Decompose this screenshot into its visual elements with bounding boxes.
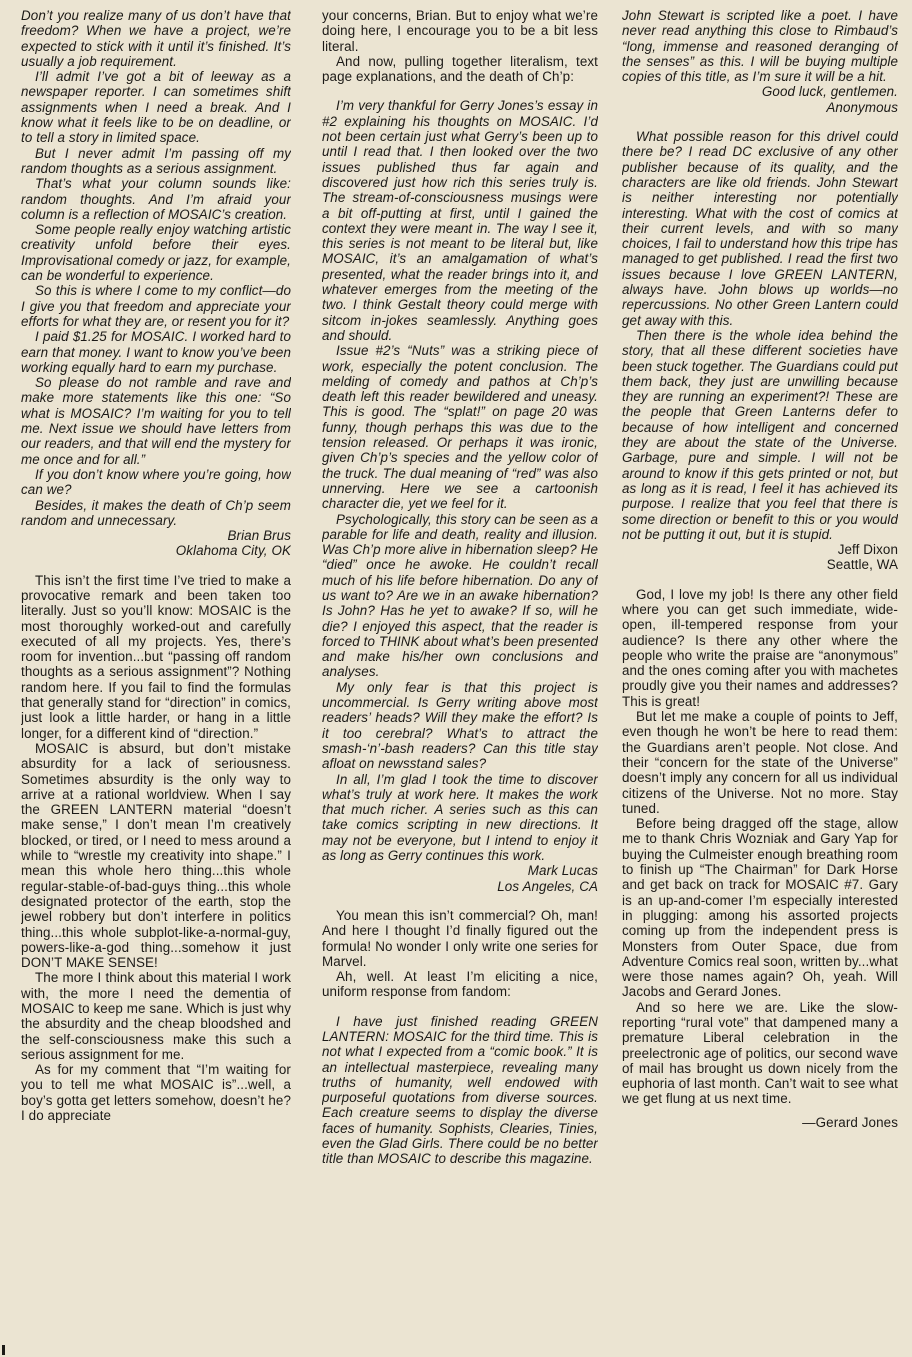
letter-paragraph: Then there is the whole idea behind the story, that all these different societies have been stuck together. The Guardians could put them back, they just are unwilling because they are running an experiment?! These are the people that Green Lanterns defer to because of how intelligent and concerned they are about the state of the Universe. Garbage, pure and simple. I will not be around to know if this gets printed or not, but as long as it is read, I feel it has achieved its purpose. I realize that you feel that there is some direction or benefit to this or you would not be putting it out, but it is stupid. (622, 327, 898, 542)
signature-name: Anonymous (826, 99, 898, 115)
column-middle (322, 8, 598, 1167)
letter-paragraph: So this is where I come to my conflict—do I give you that freedom and appreciate your efforts for what they are, or resent you for it? (21, 283, 291, 329)
reply-paragraph: This isn’t the first time I’ve tried to make a provocative remark and been taken too literally. Just so you’ll know: MOSAIC is the most thoroughly worked-out and carefully executed of all my projects. Yes, there’s room for invention...but “passing off random thoughts as a serious assignment”? Nothing random here. If you fail to find the formulas that generally stand for “direction” in comics, just look a little harder, or hang in a little longer, for a different kind of “direction.” (21, 572, 291, 741)
spacer (622, 115, 898, 129)
spacer (21, 559, 291, 573)
letter-paragraph: In all, I’m glad I took the time to discover what’s truly at work here. It makes the work that much richer. A series such as this can take comics scripting in new directions. It may not be everyone, but I intend to enjoy it as long as Gerry continues this work. (322, 771, 598, 864)
signature-place: Seattle, WA (826, 557, 898, 573)
letter-paragraph: Psychologically, this story can be seen as a parable for life and death, reality and illusion. Was Ch’p more alive in hibernation sleep? He “died” once he awoke. He couldn’t recall much of his life before hibernation. Do any of us want to? Are we in an awake hibernation? Is John? Has he yet to awake? If so, will he die? I enjoyed this aspect, that the reader is forced to THINK about what’s been presented and make his/her own conclusions and analyses. (322, 511, 598, 680)
reply-paragraph: And so here we are. Like the slow-reporting “rural vote” that dampened many a premature Liberal celebration in the preelectronic age of politics, our second wave of mail has brought us down nicely from the euphoria of last month. Can’t wait to see what we get flung at us next time. (622, 999, 898, 1107)
signature-name: Brian Brus (227, 528, 291, 544)
spacer (322, 894, 598, 908)
letter-paragraph: But I never admit I’m passing off my random thoughts as a serious assignment. (21, 145, 291, 176)
reply-paragraph: The more I think about this material I work with, the more I need the dementia of MOSAIC to keep me sane. Which is just why the absurdity and the cheap bloodshed and the self-consciousness make this such a serious assignment for me. (21, 970, 291, 1062)
reply-paragraph: your concerns, Brian. But to enjoy what we’re doing here, I encourage you to be a bit less literal. (322, 8, 598, 54)
column-left (21, 8, 291, 1123)
spacer (622, 573, 898, 587)
editor-signature: —Gerard Jones (802, 1114, 898, 1130)
editor-reply-2 (322, 908, 598, 1000)
signature-place: Oklahoma City, OK (175, 543, 291, 559)
letter-paragraph: That’s what your column sounds like: random thoughts. And I’m afraid your column is a reflection of MOSAIC’s creation. (21, 176, 291, 222)
editor-reply-3 (622, 587, 898, 1107)
print-mark (2, 1345, 5, 1355)
letter-paragraph: What possible reason for this drivel could there be? I read DC exclusive of any other publisher because of its quality, and the characters are like old friends. John Stewart is neither interesting nor potentially interesting. What with the cost of comics at their current levels, and with so many choices, I fail to understand how this tripe has managed to get published. I read the first two issues because I love GREEN LANTERN, always have. John blows up worlds—no repercussions. No other Green Lantern could get away with this. (622, 129, 898, 328)
signature-name: Mark Lucas (527, 863, 598, 879)
letter-paragraph: So please do not ramble and rave and make more statements like this one: “So what is MOSAIC? I’m waiting for you to tell me. Next issue we should have letters from our readers, and that will end the mystery for me once and for all.” (21, 375, 291, 467)
signature-place: Los Angeles, CA (497, 878, 598, 894)
letter-paragraph: Issue #2’s “Nuts” was a striking piece of work, especially the potent conclusion. The melding of comedy and pathos at Ch’p’s death left this reader bewildered and uneasy. This is good. The “splat!” on page 20 was funny, though perhaps this was due to the tension released. Or perhaps it was ironic, given Ch’p’s species and the yellow color of the truck. The dual meaning of “red” was also unnerving. Here we see a cartoonish character die, yet we feel for it. (322, 343, 598, 512)
letter-paragraph: Some people really enjoy watching artistic creativity unfold before their eyes. Improvisational comedy or jazz, for example, can be wonderful to experience. (21, 222, 291, 284)
letter-paragraph: My only fear is that this project is uncommercial. Is Gerry writing above most readers’ heads? Will they make the effort? Is it too cerebral? What’s to attract the smash-‘n’-bash readers? Can this title stay afloat on newsstand sales? (322, 679, 598, 772)
letter-paragraph: John Stewart is scripted like a poet. I have never read anything this close to Rimbaud’s “long, immense and reasoned deranging of the senses” as this. I will be buying multiple copies of this title, as I’m sure it will be a hit. (622, 8, 898, 85)
letter-anonymous-paragraph: I have just finished reading GREEN LANTERN: MOSAIC for the third time. This is not what I expected from a “comic book.” It is an intellectual masterpiece, revealing many truths of humanity, well endowed with purposeful quotations from diverse sources. Each creature seems to display the diverse faces of humanity. Sophists, Clearies, Tinies, even the Glad Girls. There could be no better title than MOSAIC to describe this magazine. (322, 1013, 598, 1167)
signature-closing: Good luck, gentlemen. (761, 84, 898, 100)
letter-paragraph: If you don’t know where you’re going, how can we? (21, 466, 291, 498)
reply-paragraph: But let me make a couple of points to Jeff, even though he won’t be here to read them: the Guardians aren’t people. Not close. And their “concern for the state of the Universe” doesn’t imply any concern for all us individual citizens of the Universe. Not no more. Stay tuned. (622, 709, 898, 816)
letter-paragraph: I paid $1.25 for MOSAIC. I worked hard to earn that money. I want to know you’ve been working equally hard to earn my purchase. (21, 329, 291, 375)
spacer (322, 84, 598, 98)
letter-brian-brus (21, 8, 291, 559)
reply-paragraph: Ah, well. At least I’m eliciting a nice, uniform response from fandom: (322, 969, 598, 1000)
reply-paragraph: MOSAIC is absurd, but don’t mistake absurdity for a lack of seriousness. Sometimes absurdity is the only way to arrive at a rational worldview. When I say the GREEN LANTERN material “doesn’t make sense,” I don’t mean I’m creatively blocked, or tired, or I need to mess around a while to “wrestle my creativity into shape.” I mean this whole hero thing...this whole regular-stable-of-bad-guys thing...this whole designated protector of the earth, stop the jewel robbery but don’t interfere in politics thing...this whole subplot-like-a-normal-guy, powers-like-a-god thing...somehow it just DON’T MAKE SENSE! (21, 740, 291, 971)
letter-mark-lucas (322, 98, 598, 893)
reply-paragraph: God, I love my job! Is there any other field where you can get such immediate, wide-open, ill-tempered response from your audience? Is there any other where the people who write the praise are “anonymous” and the ones coming after you with machetes proudly give you their names and addresses? This is great! (622, 586, 898, 709)
spacer (622, 1107, 898, 1115)
intro-paragraph: And now, pulling together literalism, text page explanations, and the death of Ch’p: (322, 53, 598, 85)
editor-reply-1 (21, 573, 291, 1124)
letter-paragraph: Besides, it makes the death of Ch’p seem random and unnecessary. (21, 497, 291, 528)
spacer (322, 1000, 598, 1014)
column-right (622, 8, 898, 1130)
letter-paragraph: Don’t you realize many of us don’t have that freedom? When we have a project, we’re expected to stick with it until it’s finished. It’s usually a job requirement. (21, 8, 291, 69)
letter-jeff-dixon (622, 129, 898, 573)
reply-paragraph: Before being dragged off the stage, allow me to thank Chris Wozniak and Gary Yap for buying the Culmeister enough breathing room to finish up “The Chairman” for Dark Horse and get back on track for MOSAIC #7. Gary is an up-and-comer I’m especially interested in plugging: among his assorted projects coming up from the independent press is Monsters from Outer Space, due from Adventure Comics real soon, written by...what were those names again? Oh, yeah. Will Jacobs and Gerard Jones. (622, 816, 898, 1000)
signature-name: Jeff Dixon (837, 542, 898, 558)
reply-paragraph: You mean this isn’t commercial? Oh, man! And here I thought I’d finally figured out the formula! No wonder I only write one series for Marvel. (322, 907, 598, 969)
reply-paragraph: As for my comment that “I’m waiting for you to tell me what MOSAIC is”...well, a boy’s gotta get letters somehow, doesn’t he? I do appreciate (21, 1062, 291, 1124)
letter-paragraph: I’ll admit I’ve got a bit of leeway as a newspaper reporter. I can sometimes shift assignments when I need a break. And I know what it feels like to be on deadline, or to tell a story in limited space. (21, 69, 291, 146)
letter-paragraph: I’m very thankful for Gerry Jones’s essay in #2 explaining his thoughts on MOSAIC. I’d not been certain just what Gerry’s been up to until I read that. I then looked over the two issues published thus far again and discovered just how rich this series truly is. The stream-of-consciousness musings were a bit off-putting at first, until I gained the context they were meant in. The way I see it, this series is not meant to be literal but, like MOSAIC, it’s an amalgamation of what’s presented, what the reader brings into it, and whatever emerges from the meeting of the two. I think Gestalt theory could merge with sitcom in-jokes seamlessly. Anything goes and should. (322, 98, 598, 343)
